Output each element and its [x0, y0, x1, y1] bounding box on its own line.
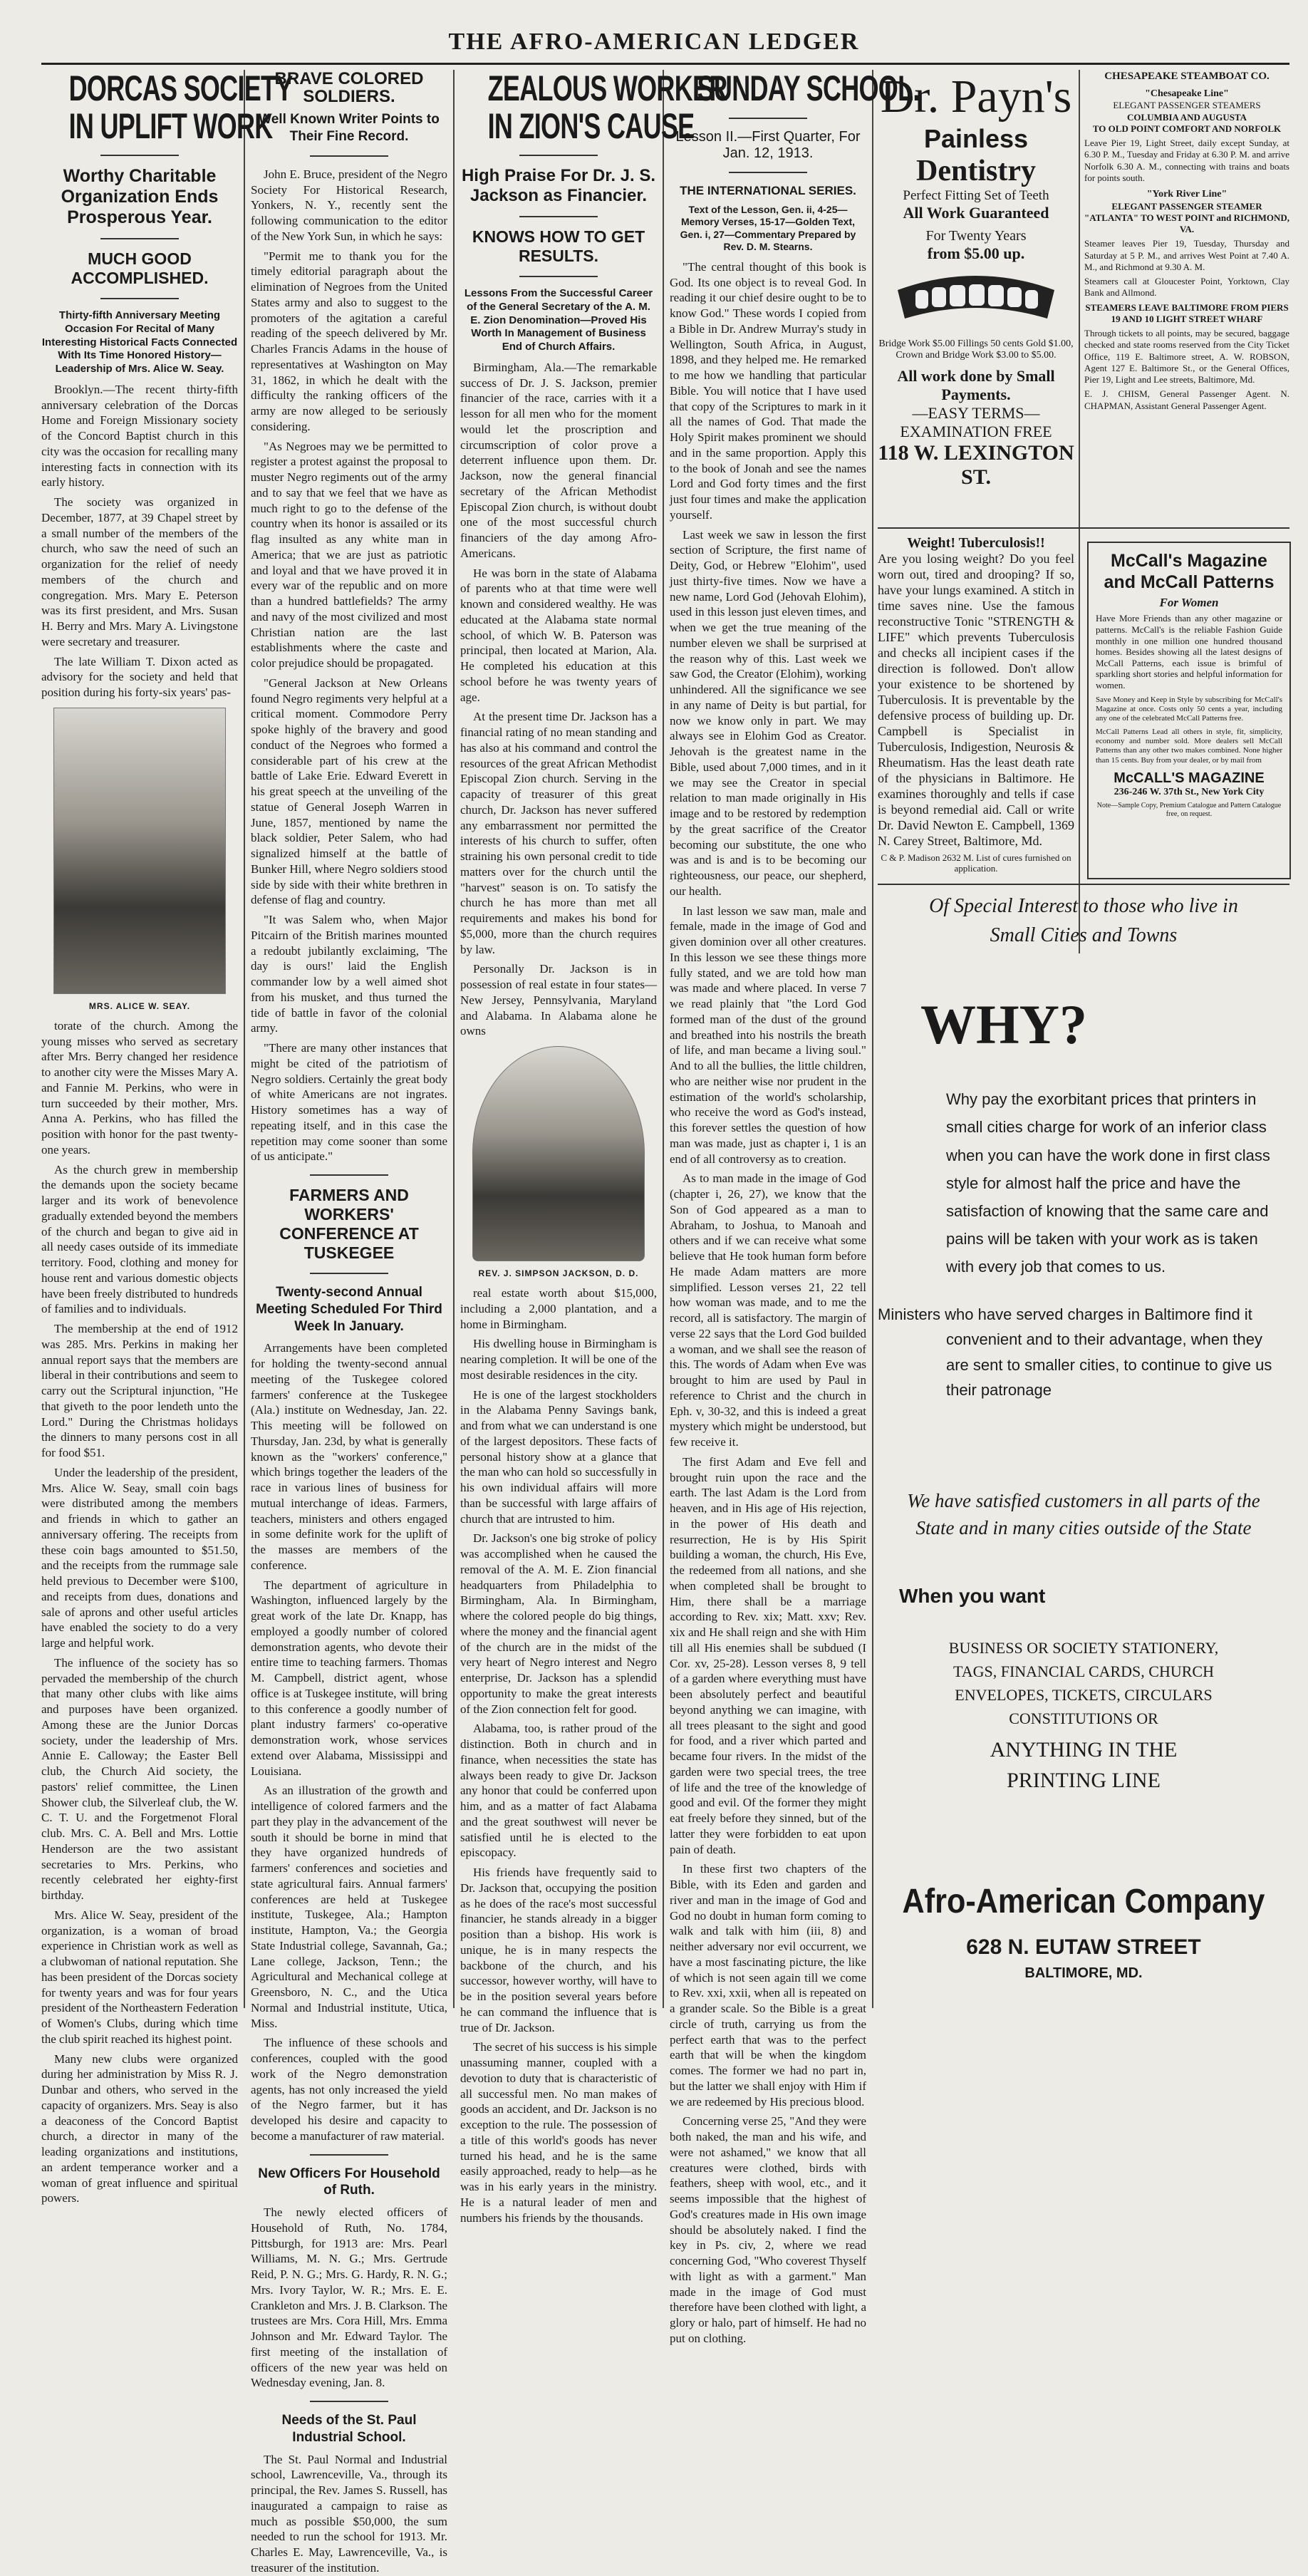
ad-text: Why pay the exorbitant prices that printers in small cities charge for work of an inferior class when you can have the work done in first class style for almost half the price and have the satisfaction of knowing that the same care and pains will be taken with your work as is taken with every job that comes to us. — [946, 1090, 1270, 1276]
headline: New Officers For Household of Ruth. — [258, 2166, 440, 2198]
ad-text: McCall Patterns Lead all others in style, fit, simplicity, economy and number sold. More dealers sell McCall Patterns than any other two makes combined. None higher than 15 cents. Buy from your dealer, or by mail from — [1096, 728, 1282, 765]
paragraph: In these first two chapters of the Bible, with its Eden and garden and river and man in the image of God and God no doubt in human form coming to walk and talk with him (iii, 8) and neither adversary nor evil occurrent, we have a most fascinating picture, the like of which is not seen again till we come to Rev. xxi, xxii, when all is repeated on a grander scale. So the Bible is a great circle of truth, carrying us from the perfect earth that was to the perfect earth that will be when the kingdom comes. The former we had no part in, but the latter we shall enjoy with Him if we are redeemed by His precious blood. — [670, 1862, 866, 2109]
ad-text: Steamers call at Gloucester Point, Yorktown, Clay Bank and Allmond. — [1084, 276, 1289, 299]
paragraph: The late William T. Dixon acted as advisory for the society and held that position during his forty-six years' pas- — [41, 654, 238, 699]
ad-title: McCall's Magazine — [1111, 551, 1267, 571]
divider — [100, 298, 179, 299]
paragraph: Concerning verse 25, "And they were both naked, the man and his wife, and were not ashamed," we know that all creatures were clothed, birds with feathers, sheep with wool, etc., and it seems impossible that the highest of God's creatures made in His own image should be absolutely naked. I find the key in Ps. civ, 2, where we read concerning God, "Who coverest Thyself with light as with a garment." Man made in the image of God must therefore have been clothed with light, a glory or halo, part of himself. He had no put on clothing. — [670, 2114, 866, 2345]
masthead: THE AFRO-AMERICAN LEDGER — [448, 29, 860, 55]
paragraph: "General Jackson at New Orleans found Negro regiments very helpful at a critical moment. Commodore Perry spoke highly of the bravery and good conduct of the Negroes who formed a considerable part of his crew at the battle of Lake Erie. Edward Everett in his great speech at the unveiling of the statue of General Joseph Warren in June, 1857, mentioned by name the black soldier, Peter Salem, who had signalized himself at the battle of Bunker Hill, where Negro soldiers stood side by side with their white brethren in defense of flag and country. — [251, 676, 447, 907]
divider — [100, 155, 179, 156]
paragraph: The newly elected officers of Household of Ruth, No. 1784, Pittsburgh, for 1913 are: Mrs. Pearl Williams, M. N. G.; Mrs. Gertrude Reid, P. N. G.; Mrs. G. Hardy, R. N. G.; Mrs. Ivory Taylor, W. R.; Mrs. E. E. Crankleton and Mrs. J. B. Clarkson. The trustees are Mrs. Cora Hill, Mrs. Emma Johnson and Mr. Edward Taylor. The first meeting of the installation of officers of the new year was held on Wednesday evening, Jan. 8. — [251, 2205, 447, 2390]
headline: ZEALOUS WORKER — [487, 68, 727, 108]
ad-text: We have satisfied customers in all parts of the State and in many cities outside of the State — [907, 1490, 1260, 1538]
summary: Text of the Lesson, Gen. ii, 4-25—Memory Verses, 15-17—Golden Text, Gen. i, 27—Commentary Prepared by Rev. D. M. Stearns. — [680, 203, 856, 253]
ad-text: Have More Friends than any other magazine or patterns. McCall's is the reliable Fashion Guide monthly in one million one hundred thousand homes. Besides showing all the latest designs of McCall Patterns, each issue is brimful of sparkling short stories and helpful information for women. — [1096, 613, 1282, 690]
deck: Twenty-second Annual Meeting Scheduled For Third Week In January. — [256, 1285, 442, 1334]
headline: IN UPLIFT WORK — [68, 105, 273, 146]
headline: SUNDAY SCHOOL. — [697, 68, 920, 108]
divider — [729, 118, 807, 119]
summary: Thirty-fifth Anniversary Meeting Occasion For Recital of Many Interesting Historical Facts Connected With Its Time Honored History—Leadership of Mrs. Alice W. Seay. — [41, 309, 238, 375]
divider — [310, 1273, 388, 1274]
paragraph: Brooklyn.—The recent thirty-fifth anniversary celebration of the Dorcas Home and Foreign Missionary society of the Concord Baptist church in this city was the occasion for recalling many interesting facts in connection with its early history. — [41, 382, 238, 490]
paragraph: The department of agriculture in Washington, influenced largely by the great work of the late Dr. Knapp, has employed a goodly number of colored demonstration agents, who devote their entire time to teaching farmers. Thomas M. Campbell, district agent, whose office is at Tuskegee institute, will bring to this conference a goodly number of plant industry farmers' co-operative demonstration work, whose services extend over Alabama, Mississippi and Louisiana. — [251, 1578, 447, 1778]
ad-intro: Of Special Interest to those who live in Small Cities and Towns — [929, 895, 1238, 946]
divider — [310, 2154, 388, 2156]
ad-title: and McCall Patterns — [1104, 572, 1275, 592]
ad-divider — [878, 884, 1289, 885]
divider — [310, 2401, 388, 2402]
divider — [519, 155, 598, 156]
ad-name: McCALL'S MAGAZINE — [1114, 770, 1265, 786]
paragraph: John E. Bruce, president of the Negro Society For Historical Research, Yonkers, N. Y., recently sent the following communication to the editor of the New York Sun, in which he says: — [251, 167, 447, 243]
ad-line: Dentistry — [916, 155, 1036, 187]
article-body — [670, 259, 866, 2347]
paragraph: The influence of these schools and conferences, coupled with the good work of the Negro demonstration agents, has not only increased the yield of the Negro farmer, but it has developed his desire and capacity to become a manufacturer of raw material. — [251, 2036, 447, 2143]
paragraph: "It was Salem who, when Major Pitcairn of the British marines mounted a redoubt jubilantly exclaiming, 'The day is ours!' laid the English commander low by a well aimed shot from his musket, and thus turned the tide of battle in favor of the colonial army. — [251, 913, 447, 1035]
paragraph: The society was organized in December, 1877, at 39 Chapel street by a small number of the members of the church, who saw the need of such an organization for the relief of needy members of the church and congregation. Mrs. Mary E. Peterson was its first president, and Mrs. Susan H. Berry and Mrs. Mary A. Livingstone were secretary and treasurer. — [41, 495, 238, 648]
paragraph: As an illustration of the growth and intelligence of colored farmers and the part they play in the advancement of the south it should be borne in mind that they have organized hundreds of farmers' conferences and societies and state agricultural fairs. Annual farmers' conferences are held at Tuskegee institute, Tuskegee, Ala.; Hampton institute, Hampton, Va.; the Georgia State Industrial college, Savannah, Ga.; Lane college, Jackson, Tenn.; the Agricultural and Mechanical college at Greensboro, N. C., and the Utica Normal and Industrial institute, Utica, Miss. — [251, 1784, 447, 2030]
divider — [310, 1174, 388, 1176]
paragraph: His friends have frequently said to Dr. Jackson that, occupying the position as he does of the race's most successful financier, he stands already in a bigger position than a bishop. His work is unique, he is in many respects the backbone of the church, and his successor, however worthy, will have to be in the position several years before he can command the influence that is true of Dr. Jackson. — [460, 1866, 657, 2034]
ad-line: EXAMINATION FREE — [900, 423, 1052, 440]
deck: MUCH GOOD ACCOMPLISHED. — [71, 249, 209, 287]
photo-caption: REV. J. SIMPSON JACKSON, D. D. — [478, 1268, 639, 1278]
photo-caption: MRS. ALICE W. SEAY. — [88, 1000, 191, 1011]
ad-title: Weight! Tuberculosis!! — [907, 535, 1045, 551]
paragraph: Last week we saw in lesson the first section of Scripture, the first name of Deity, God, or Hebrew "Elohim", used just thirty-five times. Now we have a new name, Lord God (Jehovah Elohim), used in this lesson just eleven times, and when we get the true meaning of the number eleven we shall be surprised at the reason why of this. Last week we saw God, the Creator (Elohim), working unhindered. All the significance we see in any name of Deity is but partial, for now we know only in part. We may always see in Elohim God as Creator. Jehovah is the greatest name in the Bible, used about 7,000 times, and in it we may see the Creator in special relation to man made originally in His image and to be restored by redemption by the great sacrifice of the Creator becoming our substitute, the one who was and is and is to be becoming our righteousness, our peace, our shepherd, our health. — [670, 527, 866, 898]
article-body — [41, 382, 238, 700]
ad-line: from $5.00 up. — [927, 244, 1025, 262]
paragraph: Many new clubs were organized during her administration by Miss R. J. Dunbar and others, who served in the capacity of organizers. Mrs. Seay is also a deaconess of the Concord Baptist church, a director in many of the leading organizations and institutions, an ardent temperance worker and a woman of great influence and spiritual powers. — [41, 2052, 238, 2205]
ad-text: Leave Pier 19, Light Street, daily except Sunday, at 6.30 P. M., Tuesday and Friday at 6.30 P. M. and arrive Norfolk 6.30 A. M., connecting with trains and boats for points south. — [1084, 138, 1289, 183]
portrait-photo — [53, 708, 226, 994]
ad-line: —EASY TERMS— — [912, 404, 1040, 422]
paragraph: "Permit me to thank you for the timely editorial paragraph about the elimination of Negroes from the United States army and also to suggest to the promoters of the agitation a careful reading of the speech delivered by Mr. Charles Francis Adams in the house of representatives at Washington on May 31, 1862, in which he dealt with the difficulty the ranking officers of the army are now alleged to be seriously considering. — [251, 249, 447, 433]
column-rule — [244, 70, 245, 2008]
paragraph: "As Negroes may we be permitted to register a protest against the proposal to muster Negro regiments out of the army and to say that we feel that we have as much right to go to the defense of the country when its honor is assailed or its flag insulted as any white man in America; that we are just as patriotic and loyal and that we have proved it in every war of the republic and on more than a hundred battlefields? The army and navy of the most civilized and most Christian nation are the last establishments where the caste and color prejudice should be propagated. — [251, 439, 447, 671]
deck: Well Known Writer Points to Their Fine Record. — [259, 112, 440, 145]
article-body — [41, 1018, 238, 2206]
deck: Worthy Charitable Organization Ends Prosperous Year. — [61, 166, 219, 227]
column-zealous-worker — [460, 68, 727, 2225]
ad-mccall — [1087, 542, 1291, 879]
paragraph: He is one of the largest stockholders in the Alabama Penny Savings bank, and from what we can understand is one of the largest depositors. These facts of personal history show at a glance that the man who can hold so successfully in his own individual affairs will more than be successful with large affairs of church that are intrusted to him. — [460, 1387, 657, 1526]
ad-line: All Work Guaranteed — [903, 204, 1049, 222]
ad-dentistry — [878, 70, 1074, 526]
paragraph: Birmingham, Ala.—The remarkable success of Dr. J. S. Jackson, premier financier of the race, carries with it a lesson for all men who for the moment would let the proscription and circumscription of color prove a deterrent influence upon them. Dr. Jackson, now the general financial secretary of the African Methodist Episcopal Zion church, is without doubt one of the most successful church financiers of the day among Afro-Americans. — [460, 360, 657, 560]
ad-line: For Twenty Years — [925, 228, 1027, 244]
ad-text: Are you losing weight? Do you feel worn out, tired and drooping? If so, have your lungs examined. A stitch in time saves nine. Use the famous reconstructive Tonic "STRENGTH & LIFE" which prevents Tuberculosis and checks all incipient cases if the direction is followed. Don't allow your existence to be shortened by Tuberculosis. It is preventable by the defensive process of building up. Dr. Campbell is Specialist in Tuberculosis, Indigestion, Neurosis & Rheumatism. Has the least death rate of the physicians in Baltimore. He examines thoroughly and tells if case is beyond remedial aid. Call or write Dr. David Newton E. Campbell, 1369 N. Carey Street, Baltimore, Md. — [878, 552, 1074, 848]
ad-text: Save Money and Keep in Style by subscribing for McCall's Magazine at once. Costs only 50 cents a year, including any one of the celebrated McCall Patterns free. — [1096, 695, 1282, 723]
paragraph: Mrs. Alice W. Seay, president of the organization, is a woman of broad experience in Christian work as well as a clubwoman of national reputation. She has been president of the Dorcas society for twenty years and was for four years president of the Northeastern Federation of Women's Clubs, during which time the club spirit reached its highest point. — [41, 1908, 238, 2046]
ad-title: CHESAPEAKE STEAMBOAT CO. — [1104, 71, 1270, 82]
paragraph: Under the leadership of the president, Mrs. Alice W. Seay, small coin bags were distributed among the members and friends in which to gather an anniversary offering. The receipts from these coin bags amounted to $51.50, and the receipts from the rummage sale held previous to December were $100, and receipts from dues, donations and sale of aprons and other useful articles have enabled the society to do a very large and helpful work. — [41, 1465, 238, 1650]
headline: Needs of the St. Paul Industrial School. — [281, 2413, 417, 2445]
ad-line: Painless — [923, 124, 1029, 153]
ad-line: STEAMERS LEAVE BALTIMORE FROM PIERS 19 AND 10 LIGHT STREET WHARF — [1085, 301, 1289, 324]
article-body — [460, 360, 657, 1039]
article-body — [251, 2205, 447, 2391]
paragraph: As the church grew in membership the demands upon the society became larger and its work of benevolence gradually extended beyond the members of the church and began to give aid in all needy cases outside of its immediate territory. Food, clothing and money for house rent and various domestic objects have been freely distributed to hundreds of families and to individuals. — [41, 1162, 238, 1316]
paragraph: real estate worth about $15,000, including a 2,000 plantation, and a home in Birmingham. — [460, 1286, 657, 1331]
ad-steamboat — [1084, 70, 1289, 526]
paragraph: He was born in the state of Alabama of parents who at that time were well known and considered wealthy. He was educated at the Alabama state normal school, of which W. B. Paterson was principal, then located at Marion, Ala. He completed his education at this school before he was twenty years of age. — [460, 566, 657, 704]
paragraph: In last lesson we saw man, male and female, made in the image of God and given dominion over all other creatures. In this lesson we see these things more fully stated, and we are told how man was made and where placed. In verse 7 we read plainly that "the Lord God formed man of the dust of the ground and breathed into his nostrils the breath of life, and man became a living soul." And to all the bullies, the little children, who are neither wise nor prudent in the estimation of the world's scholarship, who receive the word as God's instead, this forever settles the question of how man was made, just as chapter i, 1 is an end of all controversy as to creation. — [670, 904, 866, 1166]
ad-line: ANYTHING IN THE PRINTING LINE — [990, 1737, 1178, 1793]
ad-text: Steamer leaves Pier 19, Tuesday, Thursday and Saturday at 5 P. M., and arrives West Point at 7.40 A. M., and Richmond at 9.30 A. M. — [1084, 238, 1289, 272]
ad-text: Through tickets to all points, may be secured, baggage checked and state rooms reserved from the City Ticket Office, 119 E. Baltimore street, A. W. ROBSON, Agent 127 E. Baltimore St., or the General Offices, Pier 19, Light and Lee streets, Baltimore, Md. — [1084, 328, 1289, 385]
ad-text: BUSINESS OR SOCIETY STATIONERY, TAGS, FINANCIAL CARDS, CHURCH ENVELOPES, TICKETS, CIRCULARS CONSTITUTIONS OR — [948, 1638, 1219, 1727]
column-rule — [663, 70, 664, 2008]
ad-text: Note—Sample Copy, Premium Catalogue and Pattern Catalogue free, on request. — [1096, 801, 1282, 818]
paragraph: "There are many other instances that might be cited of the patriotism of Negro soldiers. Certainly the great body of white Americans are not ingrates. History sometimes has a way of repeating itself, and in this case the repetition may come sooner than some of us anticipate." — [251, 1041, 447, 1164]
ad-address: 118 W. LEXINGTON ST. — [878, 441, 1074, 489]
paragraph: Alabama, too, is rather proud of the distinction. Both in church and in finance, when necessities the state has always been ready to give Dr. Jackson any honor that could be conferred upon him, and as a matter of fact Alabama and the great southwest will never be satisfied until he is elected to the episcopacy. — [460, 1722, 657, 1860]
paragraph: "The central thought of this book is God. Its one object is to reveal God. In reading it our chief desire ought to be to know God." These words I copied from a Bible in Dr. Andrew Murray's study in Wellington, South Africa, in August, 1898, and they helped me. He remarked to me how we handling that particular Bible. You will notice that I have used that copy of the Scriptures to mark in it all the names of God. That made the Holy Spirit makes prominent we should and in the same proportion. Apply this to the book of Jonah and see the names Lord and God forty times and the first just four times and make the application yourself. — [670, 259, 866, 522]
ad-printing — [878, 891, 1289, 2008]
paragraph: His dwelling house in Birmingham is nearing completion. It will be one of the most desirable residences in the city. — [460, 1337, 657, 1382]
ad-line: All work done by Small Payments. — [897, 367, 1055, 403]
deck: KNOWS HOW TO GET RESULTS. — [472, 227, 645, 265]
dentures-icon — [891, 269, 1062, 333]
summary: Lessons From the Successful Career of the General Secretary of the A. M. E. Zion Denomination—Proved His Worth In Management of Business End of Church Affairs. — [464, 287, 653, 353]
ad-line: "York River Line" — [1146, 189, 1227, 200]
ad-line: ELEGANT PASSENGER STEAMERS — [1113, 100, 1261, 111]
paragraph: Dr. Jackson's one big stroke of policy was accomplished when he caused the removal of the A. M. E. Zion financial headquarters from Philadelphia to Birmingham, Ala. In Birmingham, where the colored people do big things, where the money and the financial agent of the church are in the midst of the very heart of Negro interest and Negro enterprise, Dr. Jackson has a splendid opportunity to make the great interests of the Zion connection felt for good. — [460, 1531, 657, 1716]
ad-divider — [878, 527, 1289, 529]
divider — [519, 216, 598, 217]
ad-line: "Chesapeake Line" — [1145, 88, 1229, 99]
column-rule — [1079, 70, 1080, 953]
paragraph: At the present time Dr. Jackson has a financial rating of no mean standing and has also at his command and control the resources of the great African Methodist Episcopal Zion church. Serving in the capacity of treasurer of this great church, Dr. Jackson has never suffered any embarrassment nor permitted the interests of his church to suffer, often straining his own personal credit to tide matters over for the church until the "harvest" season is on. To satisfy the church he has more than met all requirements and makes his bond for $5,000, more than the church requires by law. — [460, 710, 657, 956]
ad-line: TO OLD POINT COMFORT AND NORFOLK — [1092, 123, 1282, 134]
divider — [729, 172, 807, 173]
headline: DORCAS SOCIETY — [68, 68, 293, 108]
article-body — [460, 1286, 657, 2225]
headline: FARMERS AND WORKERS' CONFERENCE AT TUSKEGEE — [279, 1186, 419, 1263]
ad-text: E. J. CHISM, General Passenger Agent. N. CHAPMAN, Assistant General Passenger Agent. — [1084, 388, 1289, 411]
paragraph: The secret of his success is his simple unassuming manner, coupled with a devotion to duty that is characteristic of all successful men. No man makes of goods an accident, and Dr. Jackson is no exception to the rule. The possession of a title of this world's goods has never turned his head, and he is the same easily approached, ready to help—as he was in his early years in the ministry. He is a natural leader of men and numbers his friends by the thousands. — [460, 2040, 657, 2225]
column-rule — [453, 70, 455, 2008]
paragraph: The membership at the end of 1912 was 285. Mrs. Perkins in making her annual report says that the members are liberal in their contributions and seem to carry out the Scriptural injunction, "He that giveth to the poor lendeth unto the Lord." During the Christmas holidays the dinners to many persons cost in all for food $51. — [41, 1322, 238, 1459]
ad-title: Dr. Payn's — [880, 71, 1072, 123]
article-body — [251, 1340, 447, 2143]
ad-line: For Women — [1159, 596, 1219, 609]
column-rule — [872, 70, 873, 2008]
column-brave-soldiers — [251, 69, 447, 2575]
divider — [100, 238, 179, 239]
paragraph: torate of the church. Among the young misses who served as secretary after Mrs. Berry changed her residence to another city were the Misses Mary A. and Fannie M. Perkins, who were in turn succeeded by their mother, Mrs. Anna A. Perkins, who has filled the position with honor for the past twenty-one years. — [41, 1018, 238, 1157]
paragraph: As to man made in the image of God (chapter i, 26, 27), we know that the Son of God appeared as a man to Abraham, to Joshua, to Manoah and others and if we can receive what some believe that He took human form before He made Adam matters are more simplified. Lesson verses 21, 22 tell how woman was made, and to me the record, all is satisfactory. The margin of verse 22 says that the Lord God builded a woman, and we shall see the reason of this. The words of Adam when Eve was brought to him are used by Paul in reference to Christ and the church in Eph. v, 30-32, and this is indeed a great mystery which might be understood, but few receive it. — [670, 1171, 866, 1449]
portrait-photo — [472, 1046, 645, 1261]
article-body — [251, 167, 447, 1164]
paragraph: The first Adam and Eve fell and brought ruin upon the race and the earth. The last Adam is the Lord from heaven, and in His age of His rejection, in the power of His death and resurrection, He is by His Spirit building a woman, the church, His Eve, the redeemed from all nations, and she when completed shall be brought to Him, there shall be a marriage according to Rev. xix; Matt. xxv; Rev. xix and He shall reign and she with Him till all His enemies shall be subdued (I Cor. xv, 25-28). Lesson verses 8, 9 tell of a garden where everything must have been absolutely perfect and beautiful beyond anything we can imagine, with all trees pleasant to the sight and good for food, and a river which parted and became four rivers. In the midst of the garden were two special trees, the tree of life and the tree of the knowledge of good and evil. Of the former they might eat freely before they sinned, but of the latter they were forbidden to eat upon pain of death. — [670, 1454, 866, 1856]
paragraph: Arrangements have been completed for holding the twenty-second annual meeting of the Tuskegee colored farmers' conference at the Tuskegee (Ala.) institute on Wednesday, Jan. 22. This meeting will be followed on Thursday, Jan. 23d, by what is generally known as the "workers' conference," which brings together the leaders of the race in various lines of business for mutual interchange of ideas. Farmers, teachers, ministers and others engaged in some definite work for the uplift of the masses are members of the conference. — [251, 1341, 447, 1572]
ad-prices: Bridge Work $5.00 Fillings 50 cents Gold $1.00, Crown and Bridge Work $3.00 to $5.00. — [878, 338, 1074, 361]
paragraph: Personally Dr. Jackson is in possession of real estate in four states—New Jersey, Pennsylvania, Maryland and Alabama. In Alabama alone he owns — [460, 962, 657, 1038]
divider — [310, 155, 388, 157]
deck: High Praise For Dr. J. S. Jackson as Financier. — [461, 166, 656, 205]
ad-text: C & P. Madison 2632 M. List of cures furnished on application. — [881, 852, 1071, 874]
headline: IN ZION'S CAUSE — [487, 105, 695, 146]
headline: BRAVE COLORED SOLDIERS. — [274, 69, 424, 107]
paragraph: The influence of the society has so pervaded the membership of the church that many other clubs with like aims and purposes have been organized. Among these are the Junior Dorcas society, under the leadership of Mrs. Annie E. Calloway; the Easter Bell club, the Church Aid society, the pastors' relief committee, the Linen Shower club, the Silverleaf club, the W. C. T. U. and the Forgetmenot Floral club. Mrs. C. A. Bell and Mrs. Lottie Henderson are the two assistant secretaries to Mrs. Perkins, who recently celebrated her eighty-first birthday. — [41, 1655, 238, 1902]
ad-company: Afro-American Company — [902, 1882, 1265, 1920]
ad-text: Ministers who have served charges in Baltimore find it convenient and to their advantage, when they are sent to smaller cities, to continue to give us their patronage — [878, 1305, 1272, 1399]
ad-address: 236-246 W. 37th St., New York City — [1114, 786, 1265, 797]
ad-address: BALTIMORE, MD. — [1024, 1965, 1143, 1981]
deck: Lesson II.—First Quarter, For Jan. 12, 1913. — [675, 128, 861, 161]
ad-line: ELEGANT PASSENGER STEAMER "ATLANTA" TO WEST POINT and RICHMOND, VA. — [1084, 200, 1289, 234]
ad-tuberculosis — [878, 534, 1074, 884]
series-title: THE INTERNATIONAL SERIES. — [680, 183, 856, 197]
column-dorcas-society — [41, 68, 293, 2205]
divider — [519, 276, 598, 277]
article-body — [251, 2452, 447, 2576]
paragraph: The St. Paul Normal and Industrial school, Lawrenceville, Va., through its principal, the Rev. James S. Russell, has inaugurated a campaign to raise as much as possible $50,000, the sum needed to run the school for 1913. Mr. Charles E. May, Lawrenceville, Va., is treasurer of the institution. — [251, 2452, 447, 2575]
column-sunday-school — [670, 68, 920, 2345]
ad-line: When you want — [899, 1584, 1046, 1607]
ad-line: Perfect Fitting Set of Teeth — [903, 188, 1049, 203]
ad-address: 628 N. EUTAW STREET — [966, 1935, 1201, 1959]
ad-line: COLUMBIA AND AUGUSTA — [1126, 111, 1247, 123]
masthead-rule — [41, 63, 1289, 65]
ad-why-headline: WHY? — [920, 993, 1087, 1056]
